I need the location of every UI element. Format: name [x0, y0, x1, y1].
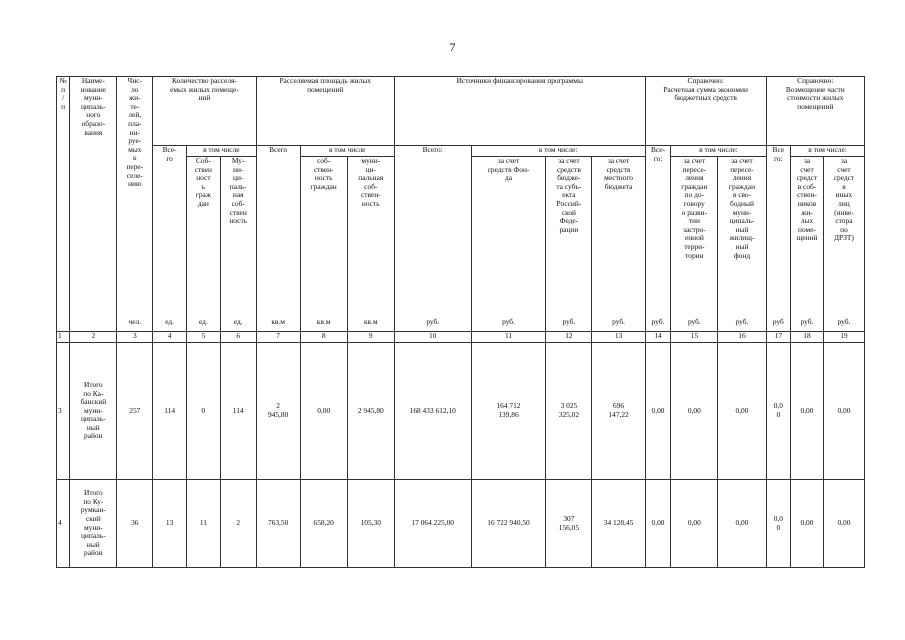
row-cell: 0,00 — [823, 480, 864, 568]
units-cell — [57, 318, 70, 332]
header-fin-incl: в том числе: — [471, 146, 645, 157]
column-number: 12 — [546, 332, 592, 343]
header-group-quantity: Количество расселя- емых жилых помеще- ний — [153, 77, 256, 146]
row-cell: 0,00 — [791, 343, 824, 480]
column-number: 10 — [394, 332, 471, 343]
header-fin-total: Всего: — [394, 146, 471, 318]
row-cell: 164 712 139,86 — [471, 343, 546, 480]
table-row — [57, 480, 865, 568]
row-cell: 34 128,45 — [592, 480, 645, 568]
column-number: 15 — [671, 332, 718, 343]
column-number: 11 — [471, 332, 546, 343]
units-cell: руб. — [471, 318, 546, 332]
header-number: № п / п — [57, 77, 70, 318]
header-area-mun: муни- ци- пальная соб- ствен- ность — [347, 157, 394, 318]
header-fin-fund: за счет средств Фон- да — [471, 157, 546, 318]
header-residents: Чис- ло жи- те- лей, пла- ни- руе- мых к пере- селе- нию — [117, 77, 153, 318]
header-area-own: соб- ствен- ность граждан — [300, 157, 347, 318]
units-cell: руб. — [592, 318, 645, 332]
column-number: 4 — [153, 332, 187, 343]
row-cell: 4 — [57, 480, 70, 568]
units-cell: ед. — [187, 318, 221, 332]
header-fin-local: за счет средств местного бюджета — [592, 157, 645, 318]
header-savings-incl: в том числе: — [671, 146, 766, 157]
row-cell: 0,00 — [645, 480, 671, 568]
row-cell: 3 025 325,02 — [546, 343, 592, 480]
row-cell: 114 — [220, 343, 256, 480]
units-cell: кв.м — [300, 318, 347, 332]
column-number: 7 — [256, 332, 300, 343]
row-cell: 0,00 — [823, 343, 864, 480]
header-comp-other: за счет средст в иных лиц (инве- стора по ДРЗТ) — [823, 157, 864, 318]
row-cell: 114 — [153, 343, 187, 480]
row-cell: 307 156,05 — [546, 480, 592, 568]
row-cell: 16 722 940,50 — [471, 480, 546, 568]
column-number: 6 — [220, 332, 256, 343]
units-cell: ед. — [153, 318, 187, 332]
units-cell: руб. — [718, 318, 766, 332]
units-cell: руб — [766, 318, 791, 332]
row-cell: 0,00 — [300, 343, 347, 480]
units-cell: руб. — [394, 318, 471, 332]
row-cell: 0,00 — [671, 480, 718, 568]
row-cell: Итого по Ку- румкан- ский муни- ципаль- ный район — [70, 480, 117, 568]
row-cell: 17 064 225,00 — [394, 480, 471, 568]
column-number: 9 — [347, 332, 394, 343]
row-cell: 0,00 — [791, 480, 824, 568]
column-number: 1 — [57, 332, 70, 343]
units-cell: руб. — [823, 318, 864, 332]
row-cell: 658,20 — [300, 480, 347, 568]
row-cell: 2 945,80 — [256, 343, 300, 480]
header-qty-total: Все- го — [153, 146, 187, 318]
row-cell: 3 — [57, 343, 70, 480]
header-row-groups — [57, 77, 865, 146]
header-group-savings: Справочно: Расчетная сумма экономии бюджетных средств — [645, 77, 766, 146]
header-savings-development: за счет пересе- ления граждан по до- говору о разви- тии застро- енной терри- тории — [671, 157, 718, 318]
column-number: 5 — [187, 332, 221, 343]
row-cell: 36 — [117, 480, 153, 568]
table-row — [57, 343, 865, 480]
header-comp-owners: за счет средст в соб- ствен- ников жи- лых поме- щений — [791, 157, 824, 318]
units-cell: руб. — [645, 318, 671, 332]
header-qty-mun: Му- ни- ци- паль- ная соб- ствен ность — [220, 157, 256, 318]
header-area-total: Всего — [256, 146, 300, 318]
column-number: 3 — [117, 332, 153, 343]
header-qty-incl: в том числе — [187, 146, 257, 157]
units-cell: ед. — [220, 318, 256, 332]
header-group-financing: Источники финансирования программы — [394, 77, 645, 146]
header-fin-regional: за счет средств бюдже- та субъ- екта Россий- ской Феде- рации — [546, 157, 592, 318]
units-cell — [70, 318, 117, 332]
header-area-incl: в том числе — [300, 146, 394, 157]
row-cell: 0,00 — [645, 343, 671, 480]
column-number: 18 — [791, 332, 824, 343]
column-number: 19 — [823, 332, 864, 343]
row-cell: 0,0 0 — [766, 480, 791, 568]
units-cell: кв.м — [256, 318, 300, 332]
row-cell: 0 — [187, 343, 221, 480]
row-cell: 763,50 — [256, 480, 300, 568]
column-number: 16 — [718, 332, 766, 343]
resettlement-program-table — [56, 76, 865, 568]
row-cell: 257 — [117, 343, 153, 480]
header-municipality: Наиме- нование муни- ципаль- ного образо- вания — [70, 77, 117, 318]
header-group-area: Расселяемая площадь жилых помещений — [256, 77, 394, 146]
row-cell: Итого по Ка- банский муни- ципаль- ный район — [70, 343, 117, 480]
row-cell: 0,0 0 — [766, 343, 791, 480]
row-cell: 13 — [153, 480, 187, 568]
header-savings-total: Все- го: — [645, 146, 671, 318]
units-cell: руб. — [791, 318, 824, 332]
column-numbers-row — [57, 332, 865, 343]
row-cell: 2 — [220, 480, 256, 568]
units-row — [57, 318, 865, 332]
row-cell: 168 433 612,10 — [394, 343, 471, 480]
header-comp-total: Все го: — [766, 146, 791, 318]
column-number: 14 — [645, 332, 671, 343]
units-cell: руб. — [546, 318, 592, 332]
row-cell: 2 945,80 — [347, 343, 394, 480]
header-row-subgroups — [57, 146, 865, 157]
header-comp-incl: в том числе: — [791, 146, 865, 157]
row-cell: 0,00 — [671, 343, 718, 480]
row-cell: 0,00 — [718, 480, 766, 568]
column-number: 2 — [70, 332, 117, 343]
header-qty-own: Соб- ствен ност ь граж дан — [187, 157, 221, 318]
header-savings-free-fund: за счет пересе- ления граждан в сво- бодный муни- ципаль- ный жилищ- ный фонд — [718, 157, 766, 318]
units-cell: руб. — [671, 318, 718, 332]
units-cell: кв.м — [347, 318, 394, 332]
row-cell: 0,00 — [718, 343, 766, 480]
units-cell: чел. — [117, 318, 153, 332]
column-number: 13 — [592, 332, 645, 343]
column-number: 8 — [300, 332, 347, 343]
row-cell: 696 147,22 — [592, 343, 645, 480]
page-number: 7 — [449, 40, 456, 54]
header-group-compensation: Справочно: Возмещение части стоимости жилых помещений — [766, 77, 864, 146]
row-cell: 105,30 — [347, 480, 394, 568]
row-cell: 11 — [187, 480, 221, 568]
column-number: 17 — [766, 332, 791, 343]
